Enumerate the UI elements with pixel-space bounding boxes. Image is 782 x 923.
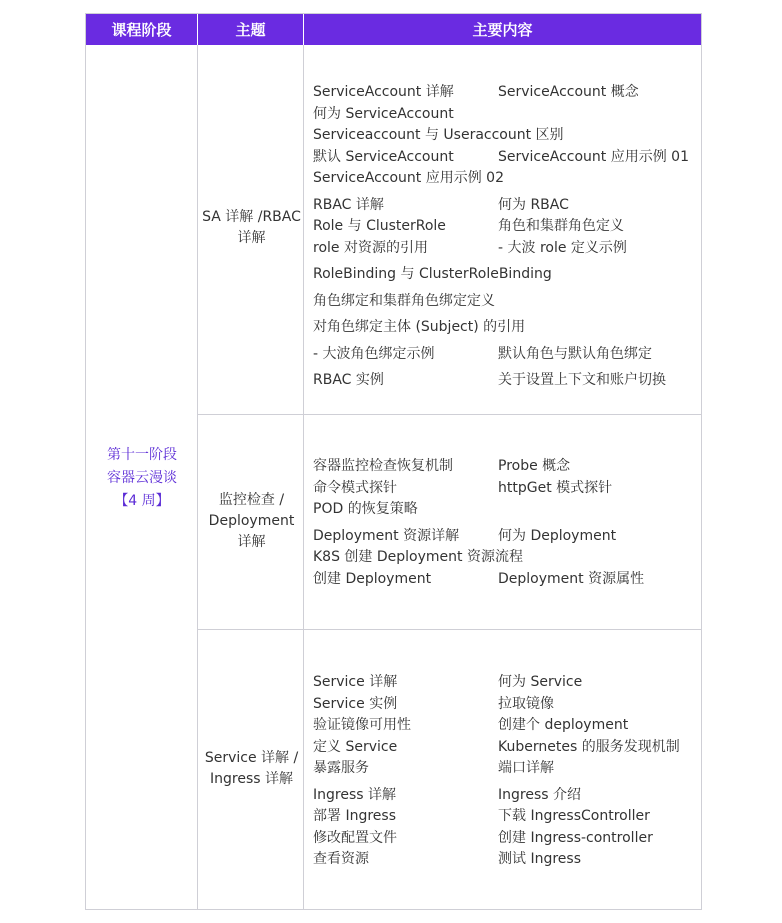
content-item: 修改配置文件 <box>313 829 397 846</box>
content-item: Deployment 资源详解 <box>313 527 460 544</box>
content-row <box>313 736 695 758</box>
topic-line: 详解 <box>237 534 266 550</box>
content-item: 何为 ServiceAccount <box>313 105 454 122</box>
content-row <box>313 568 695 590</box>
stage-line: 【4 周】 <box>114 493 170 509</box>
content-row <box>313 546 695 568</box>
content-row <box>313 827 695 849</box>
content-item: 默认角色与默认角色绑定 <box>498 345 652 362</box>
content-item: RoleBinding 与 ClusterRoleBinding <box>313 266 552 282</box>
content-item: 定义 Service <box>313 738 398 755</box>
content-item: RBAC 详解 <box>313 196 384 213</box>
content-row <box>313 81 695 103</box>
content-row <box>313 671 695 693</box>
header-topic: 主题 <box>198 14 304 45</box>
content-row <box>313 343 695 365</box>
content-row <box>313 194 695 216</box>
topic-line: Ingress 详解 <box>210 771 293 787</box>
content-row <box>313 263 695 285</box>
content-cell <box>313 671 695 870</box>
content-row <box>313 146 695 168</box>
content-item: role 对资源的引用 <box>313 239 428 256</box>
content-item: 默认 ServiceAccount <box>313 148 454 165</box>
content-item: ServiceAccount 详解 <box>313 84 454 100</box>
content-item: Probe 概念 <box>498 458 571 474</box>
content-item: RBAC 实例 <box>313 372 384 388</box>
topic-line: SA 详解 /RBAC <box>202 209 301 225</box>
header-content: 主要内容 <box>304 14 701 45</box>
content-item: 测试 Ingress <box>498 851 581 867</box>
header-stage: 课程阶段 <box>86 14 198 45</box>
content-item: 对角色绑定主体 (Subject) 的引用 <box>313 319 526 335</box>
content-item: - 大波角色绑定示例 <box>313 345 435 362</box>
content-item: 拉取镜像 <box>498 695 554 712</box>
content-item: 容器监控检查恢复机制 <box>313 458 453 474</box>
topic-cell <box>199 748 304 790</box>
content-row <box>313 693 695 715</box>
content-item: 验证镜像可用性 <box>313 717 411 733</box>
row-divider <box>198 414 701 415</box>
content-row <box>313 784 695 806</box>
content-item: Ingress 介绍 <box>498 786 581 803</box>
stage-line: 第十一阶段 <box>107 447 177 463</box>
course-table <box>85 13 702 910</box>
content-item: 端口详解 <box>498 760 554 776</box>
content-item: 创建 Deployment <box>313 570 432 587</box>
content-item: 角色和集群角色定义 <box>498 218 624 234</box>
content-item: Kubernetes 的服务发现机制 <box>498 738 680 755</box>
content-item: 暴露服务 <box>313 760 369 776</box>
content-item: 角色绑定和集群角色绑定定义 <box>313 292 495 309</box>
content-item: Serviceaccount 与 Useraccount 区别 <box>313 127 564 143</box>
content-item: 部署 Ingress <box>313 808 396 824</box>
content-item: 何为 Deployment <box>498 527 617 544</box>
content-item: Service 实例 <box>313 695 398 712</box>
content-row <box>313 805 695 827</box>
content-item: POD 的恢复策略 <box>313 501 418 517</box>
content-item: ServiceAccount 应用示例 01 <box>498 148 689 165</box>
topic-cell <box>199 490 304 553</box>
topic-line: Service 详解 / <box>204 750 299 766</box>
content-item: Service 详解 <box>313 674 398 690</box>
content-item: 何为 RBAC <box>498 196 569 213</box>
content-row <box>313 369 695 391</box>
content-row <box>313 757 695 779</box>
topic-line: 监控检查 / <box>218 492 285 508</box>
content-item: Role 与 ClusterRole <box>313 218 446 234</box>
content-item: Ingress 详解 <box>313 786 396 803</box>
content-item: ServiceAccount 概念 <box>498 84 639 100</box>
content-item: 何为 Service <box>498 674 583 690</box>
topic-line: Deployment <box>208 513 295 529</box>
content-item: 关于设置上下文和账户切换 <box>498 372 666 388</box>
content-row <box>313 498 695 520</box>
content-item: 下载 IngressController <box>498 808 650 824</box>
content-row <box>313 714 695 736</box>
content-row <box>313 290 695 312</box>
content-row <box>313 525 695 547</box>
content-row <box>313 316 695 338</box>
topic-line: 详解 <box>237 230 266 246</box>
topic-cell <box>199 207 304 249</box>
row-divider <box>198 629 701 630</box>
content-item: ServiceAccount 应用示例 02 <box>313 170 504 186</box>
content-item: Deployment 资源属性 <box>498 570 645 587</box>
content-item: K8S 创建 Deployment 资源流程 <box>313 549 523 565</box>
content-row <box>313 167 695 189</box>
content-row <box>313 124 695 146</box>
content-cell <box>313 81 695 391</box>
stage-cell <box>86 444 198 513</box>
content-row <box>313 848 695 870</box>
content-row <box>313 455 695 477</box>
content-item: httpGet 模式探针 <box>498 479 613 496</box>
content-row <box>313 237 695 259</box>
content-row <box>313 215 695 237</box>
content-row <box>313 477 695 499</box>
content-item: 创建个 deployment <box>498 717 629 733</box>
stage-line: 容器云漫谈 <box>107 470 177 486</box>
content-item: 创建 Ingress-controller <box>498 829 653 846</box>
content-cell <box>313 455 695 589</box>
content-item: - 大波 role 定义示例 <box>498 239 627 256</box>
content-item: 命令模式探针 <box>313 479 397 496</box>
content-item: 查看资源 <box>313 851 369 867</box>
content-row <box>313 103 695 125</box>
